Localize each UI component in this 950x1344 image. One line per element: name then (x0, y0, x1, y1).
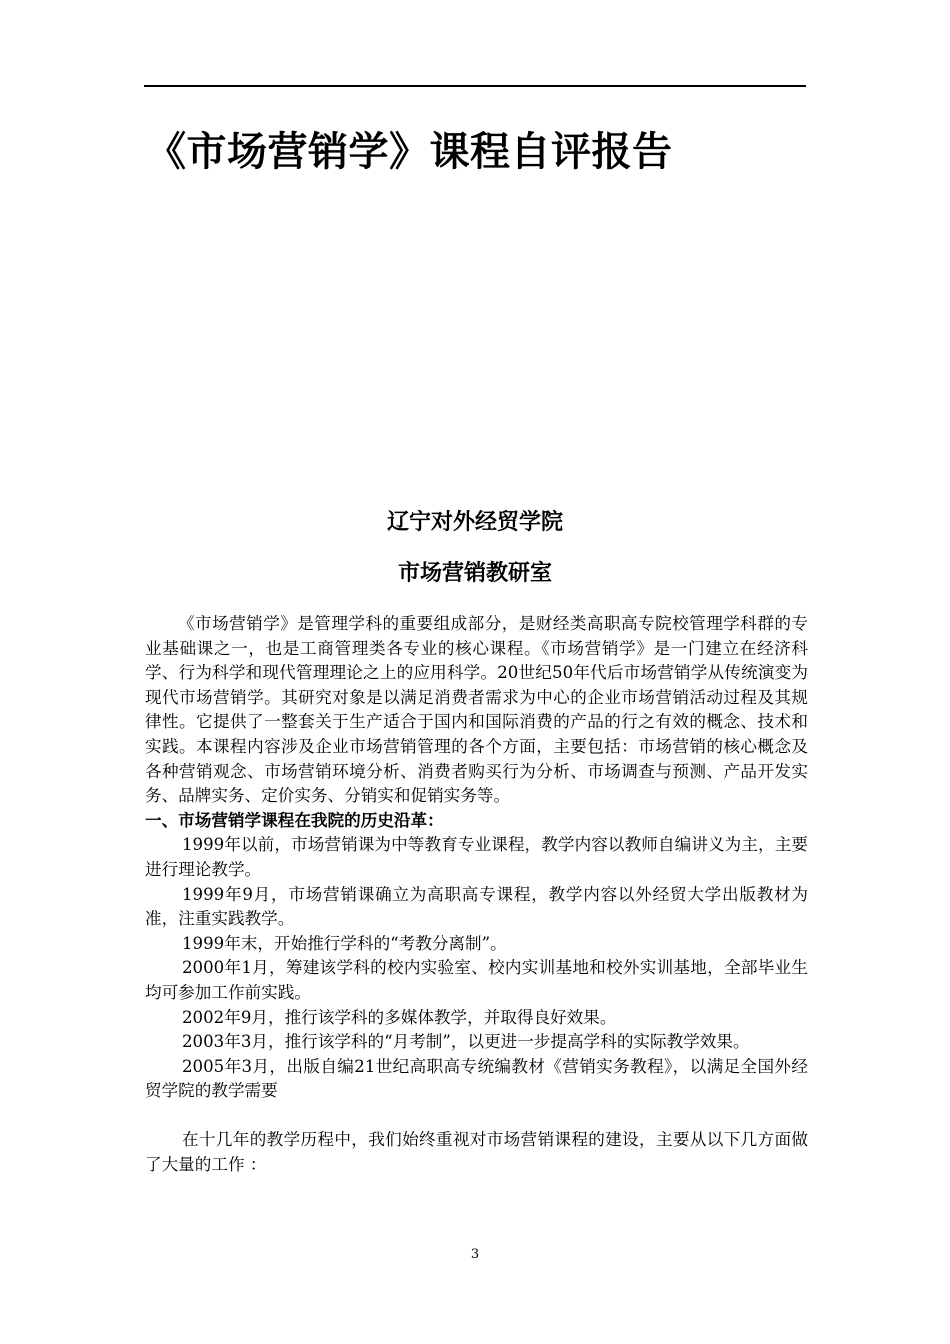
closing-paragraph: 在十几年的教学历程中，我们始终重视对市场营销课程的建设，主要从以下几方面做了大量的工作 ： (145, 1130, 808, 1175)
paragraph-gap (145, 1104, 808, 1129)
header-rule (144, 85, 806, 87)
page-number: 3 (470, 1247, 480, 1262)
history-item: 1999年以前，市场营销课为中等教育专业课程，教学内容以教师自编讲义为主，主要进行理论教学。 (145, 835, 808, 879)
history-item: 1999年9月，市场营销课确立为高职高专课程，教学内容以外经贸大学出版教材为准，注重实践教学。 (145, 884, 808, 929)
history-item: 2005年3月，出版自编21世纪高职高专统编教材《营销实务教程》，以满足全国外经贸学院的教学需要 (145, 1056, 808, 1101)
department-name: 市场营销教研室 (397, 561, 552, 586)
history-item: 2003年3月，推行该学科的“月考制”，以更进一步提高学科的实际教学效果。 (182, 1032, 750, 1052)
history-item: 2000年1月，筹建该学科的校内实验室、校内实训基地和校外实训基地，全部毕业生均可参加工作前实践。 (145, 958, 808, 1002)
document-title: 《市场营销学》课程自评报告 (146, 129, 673, 175)
organization-name: 辽宁对外经贸学院 (386, 510, 563, 535)
document-body (145, 612, 808, 1178)
history-item: 1999年末，开始推行学科的“考教分离制”。 (182, 933, 507, 953)
history-item: 2002年9月，推行该学科的多媒体教学，并取得良好效果。 (182, 1007, 617, 1027)
section-heading: 一、市场营销学课程在我院的历史沿革： (145, 810, 444, 830)
intro-paragraph: 《市场营销学》是管理学科的重要组成部分，是财经类高职高专院校管理学科群的专业基础课之一，也是工商管理类各专业的核心课程。《市场营销学》是一门建立在经济科学、行为科学和现代管理理论之上的应用科学。20世纪50年代后市场营销学从传统演变为现代市场营销学。其研究对象是以满足消费者需求为中心的企业市场营销活动过程及其规律性。它提供了一整套关于生产适合于国内和国际消费的产品的行之有效的概念、技术和实践。本课程内容涉及企业市场营销管理的各个方面，主要包括：市场营销的核心概念及各种营销观念、市场营销环境分析、消费者购买行为分析、市场调查与预测、产品开发实务、品牌实务、定价实务、分销实和促销实务等。 (145, 614, 808, 806)
